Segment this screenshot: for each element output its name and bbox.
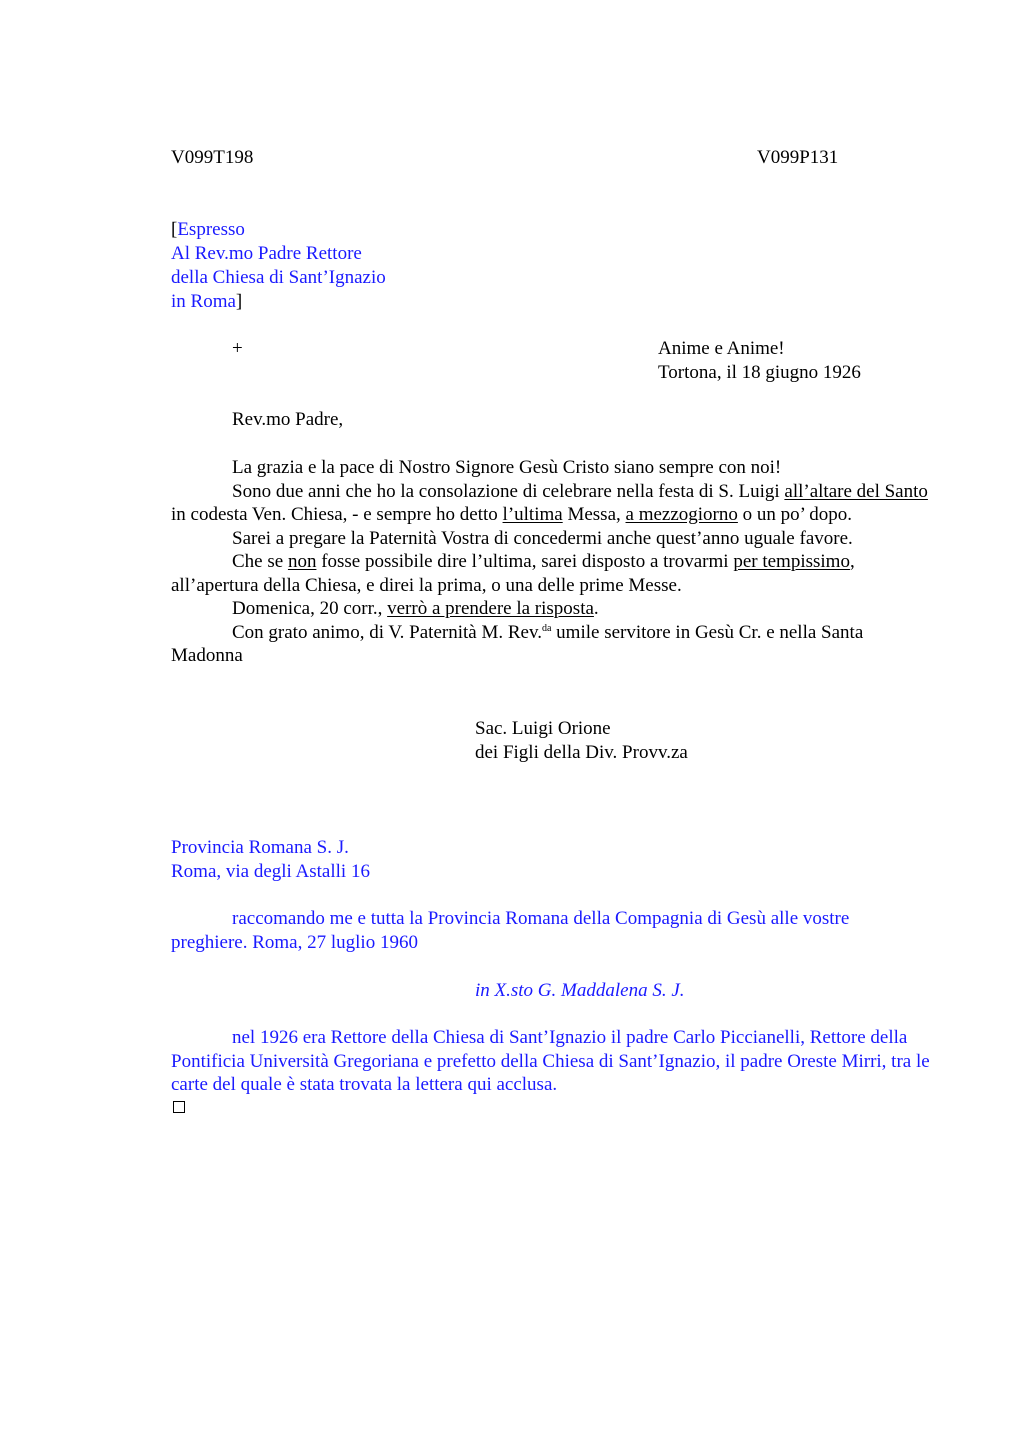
stamp-line-1: Provincia Romana S. J. — [171, 837, 349, 858]
address-line-4: in Roma] — [171, 291, 243, 312]
address-line-3: della Chiesa di Sant’Ignazio — [171, 267, 386, 288]
document-code-left: V099T198 — [171, 147, 254, 168]
body-paragraph-5: Domenica, 20 corr., verrò a prendere la risposta. — [232, 598, 599, 619]
signature-title: dei Figli della Div. Provv.za — [475, 742, 688, 763]
body-paragraph-2: Sono due anni che ho la consolazione di celebrare nella festa di S. Luigi all’altare del Santo in codesta Ven. Chiesa, - e sempre ho detto l’ultima Messa, a mezzogiorno o un po’ dopo. — [171, 480, 928, 525]
address-line-1: [Espresso — [171, 219, 245, 240]
stamp-line-2: Roma, via degli Astalli 16 — [171, 861, 370, 882]
place-date: Tortona, il 18 giugno 1926 — [658, 362, 861, 383]
body-paragraph-4: Che se non fosse possibile dire l’ultima, sarei disposto a trovarmi per tempissimo, all’apertura della Chiesa, e direi la prima, o una delle prime Messe. — [171, 551, 855, 596]
note-signature: in X.sto G. Maddalena S. J. — [475, 980, 685, 1001]
note-recommendation: raccomando me e tutta la Provincia Romana della Compagnia di Gesù alle vostre preghiere. Roma, 27 luglio 1960 — [171, 908, 850, 953]
address-line-2: Al Rev.mo Padre Rettore — [171, 243, 362, 264]
address-block — [171, 218, 386, 314]
salutation: Rev.mo Padre, — [232, 409, 344, 430]
signature-name: Sac. Luigi Orione — [475, 718, 611, 739]
checkbox-square-icon — [173, 1101, 185, 1113]
motto: Anime e Anime! — [658, 338, 785, 359]
note-historical: nel 1926 era Rettore della Chiesa di Sant’Ignazio il padre Carlo Piccianelli, Rettore della Pontificia Università Gregoriana e prefetto della Chiesa di Sant’Ignazio, il padre Oreste Mirri, tra le carte del quale è stata trovata la lettera qui acclusa. — [171, 1027, 930, 1095]
cross-symbol: + — [232, 338, 243, 359]
letter-body — [171, 456, 931, 668]
document-code-right: V099P131 — [757, 147, 839, 168]
body-paragraph-3: Sarei a pregare la Paternità Vostra di concedermi anche quest’anno uguale favore. — [232, 527, 853, 549]
body-paragraph-6: Con grato animo, di V. Paternità M. Rev.$^{da}$ umile servitore in Gesù Cr. e nella Santa Madonna — [171, 621, 864, 666]
body-paragraph-1: La grazia e la pace di Nostro Signore Gesù Cristo siano sempre con noi! — [232, 457, 782, 478]
